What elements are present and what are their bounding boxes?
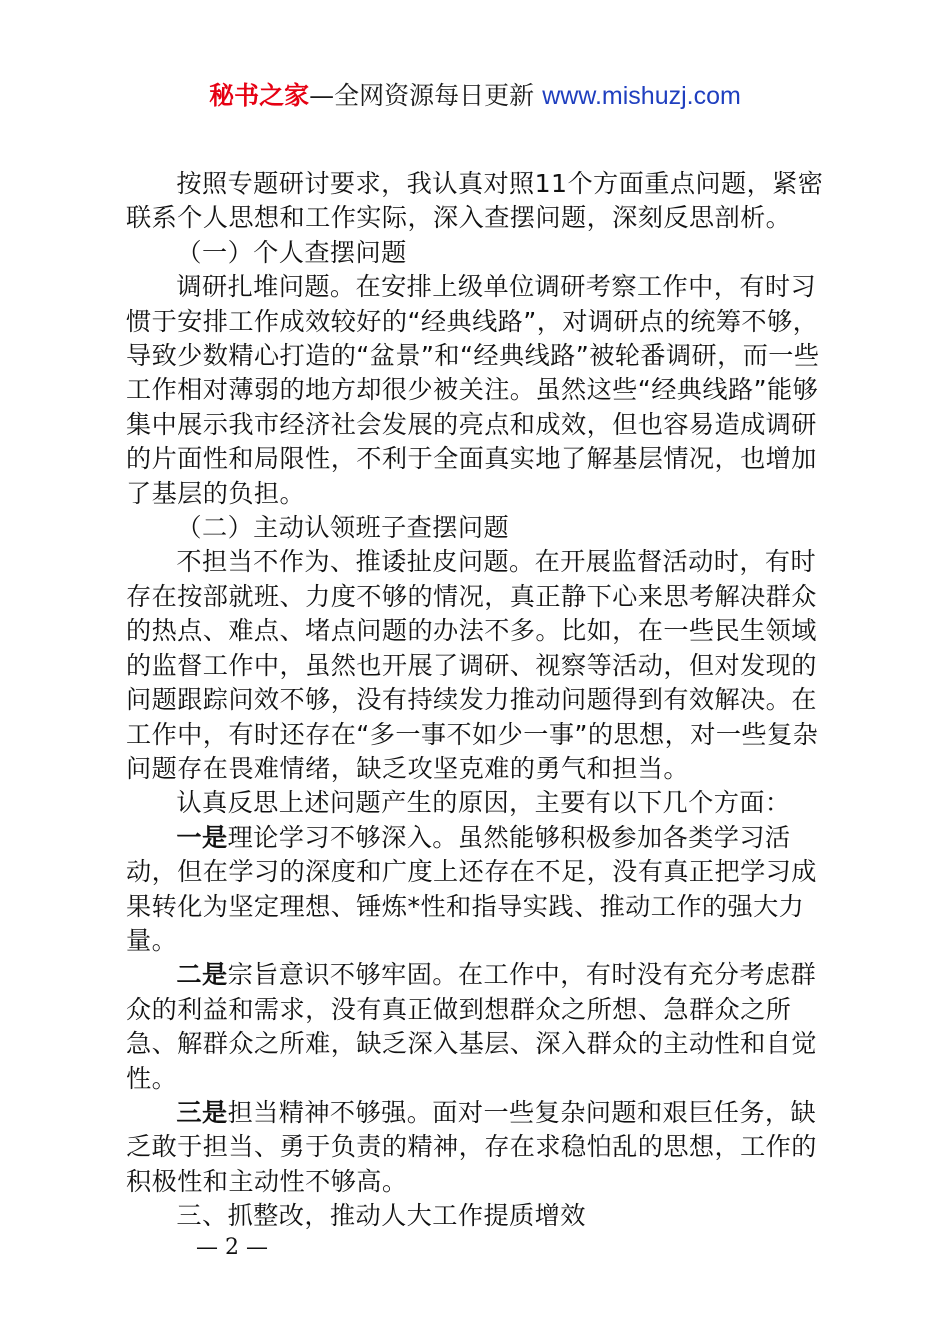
section-heading-team: （二）主动认领班子查摆问题 xyxy=(176,513,510,543)
paragraph-causes-intro: 认真反思上述问题产生的原因，主要有以下几个方面： xyxy=(176,788,791,818)
page-number: — 2 — xyxy=(196,1235,268,1260)
paragraph-research-issue: 调研扎堆问题。在安排上级单位调研考察工作中，有时习惯于安排工作成效较好的“经典线路”，对调研点的统筹不够，导致少数精心打造的“盆景”和“经典线路”被轮番调研，而一些工作相对薄弱的地方却很少被关注。虽然这些“经典线路”能够集中展示我市经济社会发展的亮点和成效，但也容易造成调研的片面性和局限性，不利于全面真实地了解基层情况，也增加了基层的负担。 xyxy=(126,272,820,508)
cause-item-1 xyxy=(126,821,834,959)
cause-item-1-lead: 一是 xyxy=(176,822,228,852)
intro-paragraph: 按照专题研讨要求，我认真对照11个方面重点问题，紧密联系个人思想和工作实际，深入查摆问题，深刻反思剖析。 xyxy=(126,169,824,233)
cause-item-2-text: 宗旨意识不够牢固。在工作中，有时没有充分考虑群众的利益和需求，没有真正做到想群众之所想、急群众之所急、解群众之所难，缺乏深入基层、深入群众的主动性和自觉性。 xyxy=(126,960,817,1093)
section-heading-rectification: 三、抓整改，推动人大工作提质增效 xyxy=(176,1201,586,1231)
brand-name: 秘书之家 xyxy=(209,81,310,110)
site-url[interactable]: www.mishuzj.com xyxy=(542,82,741,110)
document-body xyxy=(126,167,834,1234)
site-header xyxy=(0,78,950,114)
paragraph-accountability-issue: 不担当不作为、推诿扯皮问题。在开展监督活动时，有时存在按部就班、力度不够的情况，真正静下心来思考解决群众的热点、难点、堵点问题的办法不多。比如，在一些民生领域的监督工作中，虽然也开展了调研、视察等活动，但对发现的问题跟踪问效不够，没有持续发力推动问题得到有效解决。在工作中，有时还存在“多一事不如少一事”的思想，对一些复杂问题存在畏难情绪，缺乏攻坚克难的勇气和担当。 xyxy=(126,547,819,783)
cause-item-3-lead: 三是 xyxy=(176,1097,228,1127)
cause-item-2 xyxy=(126,958,834,1096)
cause-item-3-text: 担当精神不够强。面对一些复杂问题和艰巨任务，缺乏敢于担当、勇于负责的精神，存在求稳怕乱的思想，工作的积极性和主动性不够高。 xyxy=(126,1097,817,1196)
cause-item-2-lead: 二是 xyxy=(176,960,228,990)
section-heading-personal: （一）个人查摆问题 xyxy=(176,237,407,267)
cause-item-3 xyxy=(126,1096,834,1199)
header-slogan: —全网资源每日更新 xyxy=(309,81,535,110)
cause-item-1-text: 理论学习不够深入。虽然能够积极参加各类学习活动，但在学习的深度和广度上还存在不足，没有真正把学习成果转化为坚定理想、锤炼*性和指导实践、推动工作的强大力量。 xyxy=(126,822,817,955)
